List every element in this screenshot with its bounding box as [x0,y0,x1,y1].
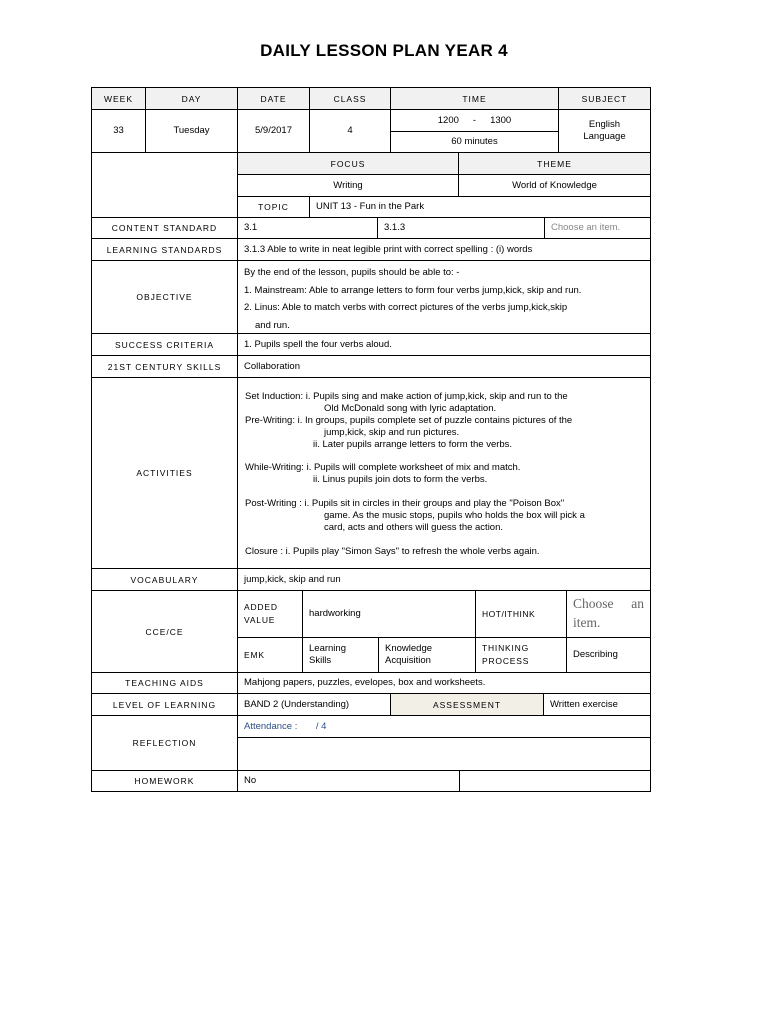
topic-value: UNIT 13 - Fun in the Park [309,196,651,218]
objective-label: OBJECTIVE [91,260,238,334]
duration-value: 60 minutes [390,131,559,153]
hot-ithink-label: HOT/ITHINK [475,590,567,638]
date-header: DATE [237,87,310,110]
emk-value-1: Learning Skills [302,637,379,673]
added-value-label: ADDED VALUE [237,590,303,638]
class-value: 4 [309,109,391,153]
theme-value: World of Knowledge [458,174,651,197]
theme-header: THEME [458,152,651,175]
activities-value [237,377,651,569]
closure-line: Closure : i. Pupils play "Simon Says" to refresh the whole verbs again. [245,546,540,557]
homework-blank-cell [459,770,651,792]
thinking-process-value: Describing [566,637,651,673]
while-writing-line-2: ii. Linus pupils join dots to form the verbs. [313,474,488,485]
success-criteria-value: 1. Pupils spell the four verbs aloud. [237,333,651,356]
objective-line-3: and run. [255,319,290,331]
pre-writing-line-3: ii. Later pupils arrange letters to form the verbs. [313,439,513,450]
skills-value: Collaboration [237,355,651,378]
emk-value-2: Knowledge Acquisition [378,637,476,673]
teaching-aids-value: Mahjong papers, puzzles, evelopes, box and worksheets. [237,672,651,694]
skills-label: 21ST CENTURY SKILLS [91,355,238,378]
objective-value [237,260,651,334]
content-standard-label: CONTENT STANDARD [91,217,238,239]
added-value-value: hardworking [302,590,476,638]
subject-header: SUBJECT [558,87,651,110]
activities-label: ACTIVITIES [91,377,238,569]
attendance-value: Attendance : / 4 [237,715,651,738]
week-header: WEEK [91,87,146,110]
focus-header: FOCUS [237,152,459,175]
level-of-learning-value: BAND 2 (Understanding) [237,693,391,716]
subject-value: English Language [558,109,651,153]
post-writing-line-3: card, acts and others will guess the action. [324,522,504,533]
assessment-value: Written exercise [543,693,651,716]
success-criteria-label: SUCCESS CRITERIA [91,333,238,356]
post-writing-line-2: game. As the music stops, pupils who holds the box will pick a [324,510,585,521]
topic-label: TOPIC [237,196,310,218]
content-standard-value: 3.1 [237,217,378,239]
post-writing-line-1: Post-Writing : i. Pupils sit in circles in their groups and play the "Poison Box" [245,498,565,509]
class-header: CLASS [309,87,391,110]
set-induction-line-2: Old McDonald song with lyric adaptation. [324,403,497,414]
focus-blank-cell [91,152,238,218]
content-standard-value-2: 3.1.3 [377,217,545,239]
reflection-notes-field[interactable] [237,737,651,771]
cce-label: CCE/CE [91,590,238,673]
day-value: Tuesday [145,109,238,153]
pre-writing-line-1: Pre-Writing: i. In groups, pupils complete set of puzzle contains pictures of the [245,415,573,426]
page-title: DAILY LESSON PLAN YEAR 4 [260,41,508,60]
week-value: 33 [91,109,146,153]
assessment-label: ASSESSMENT [390,693,544,716]
day-header: DAY [145,87,238,110]
set-induction-line-1: Set Induction: i. Pupils sing and make action of jump,kick, skip and run to the [245,391,568,402]
vocabulary-label: VOCABULARY [91,568,238,591]
focus-value: Writing [237,174,459,197]
objective-line-2: 2. Linus: Able to match verbs with correct pictures of the verbs jump,kick,skip [244,302,568,313]
objective-intro: By the end of the lesson, pupils should be able to: - [244,267,460,278]
vocabulary-value: jump,kick, skip and run [237,568,651,591]
hot-ithink-choose-dropdown[interactable]: Choose an item. [566,590,651,638]
homework-label: HOMEWORK [91,770,238,792]
while-writing-line-1: While-Writing: i. Pupils will complete worksheet of mix and match. [245,462,521,473]
time-start: 1200 [437,114,459,126]
content-standard-choose-dropdown[interactable]: Choose an item. [544,217,651,239]
time-range [390,109,559,132]
emk-label: EMK [237,637,303,673]
learning-standards-value: 3.1.3 Able to write in neat legible print with correct spelling : (i) words [237,238,651,261]
level-of-learning-label: LEVEL OF LEARNING [91,693,238,716]
thinking-process-label: THINKING PROCESS [475,637,567,673]
homework-value: No [237,770,460,792]
pre-writing-line-2: jump,kick, skip and run pictures. [324,427,460,438]
time-separator: - [472,114,477,126]
time-header: TIME [390,87,559,110]
objective-line-1: 1. Mainstream: Able to arrange letters to form four verbs jump,kick, skip and run. [244,284,582,296]
date-value: 5/9/2017 [237,109,310,153]
time-end: 1300 [490,114,512,126]
reflection-label: REFLECTION [91,715,238,771]
learning-standards-label: LEARNING STANDARDS [91,238,238,261]
teaching-aids-label: TEACHING AIDS [91,672,238,694]
